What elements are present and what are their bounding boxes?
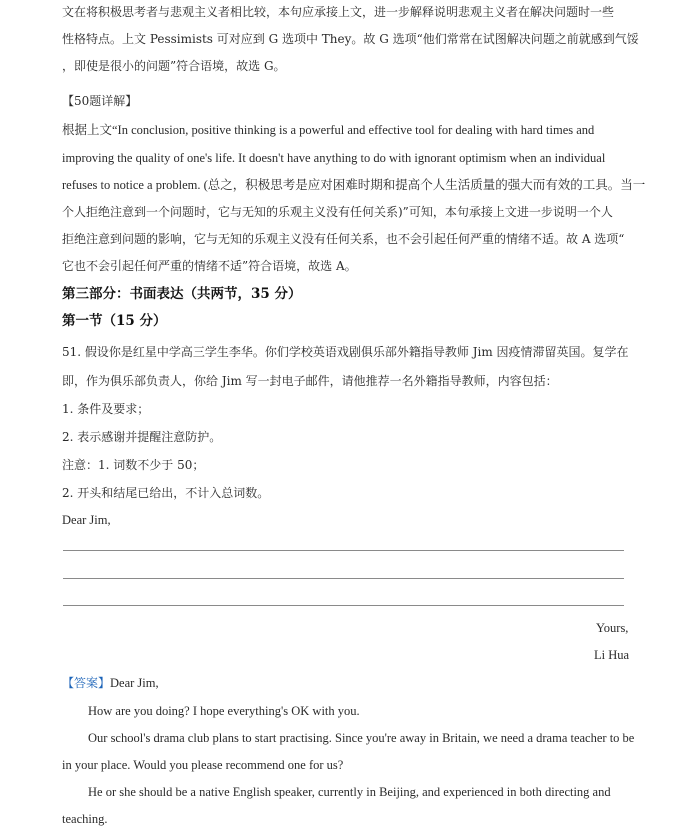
text-line: 它也不会引起任何严重的情绪不适”符合语境，故选 A。 <box>62 259 357 273</box>
question-text: 51. 假设你是红星中学高三学生李华。你们学校英语戏剧俱乐部外籍指导教师 Jim 因疫情滞留英国。复学在 <box>62 345 629 359</box>
text-line: 文在将积极思考者与悲观主义者相比较，本句应承接上文，进一步解释说明悲观主义者在解决问题时一些 <box>62 5 615 19</box>
subsection-heading: 第一节（15 分） <box>62 313 167 329</box>
text-line: improving the quality of one's life. It doesn't have anything to do with ignorant optimism when an individual <box>62 151 606 165</box>
section-heading: 第三部分：书面表达（共两节，35 分） <box>62 286 302 302</box>
question-text: 注意：1. 词数不少于 50； <box>62 458 205 472</box>
answer-text: Our school's drama club plans to start practising. Since you're away in Britain, we need a drama teacher to be <box>88 731 635 745</box>
letter-signature: Li Hua <box>594 648 630 662</box>
question-text: 2. 表示感谢并提醒注意防护。 <box>62 430 222 444</box>
text-line: ，即使是很小的问题”符合语境，故选 G。 <box>62 59 286 73</box>
question-text: 即，作为俱乐部负责人，你给 Jim 写一封电子邮件，请他推荐一名外籍指导教师，内容包括： <box>62 374 558 388</box>
answer-text: How are you doing? I hope everything's OK with you. <box>88 704 360 718</box>
q50-header: 【50题详解】 <box>62 94 138 108</box>
answer-line <box>62 675 159 691</box>
letter-closing: Yours, <box>596 621 629 635</box>
text-line: refuses to notice a problem. (总之，积极思考是应对困难时期和提高个人生活质量的强大而有效的工具。当一 <box>62 178 646 192</box>
answer-text: teaching. <box>62 812 108 826</box>
writing-line <box>63 605 624 606</box>
answer-greeting: Dear Jim, <box>110 676 159 690</box>
answer-tag: 【答案】 <box>62 676 111 690</box>
text-line: 根据上文“In conclusion, positive thinking is a powerful and effective tool for dealing with hard times and <box>62 123 595 137</box>
question-text: 1. 条件及要求； <box>62 402 150 416</box>
writing-line <box>63 550 624 551</box>
question-text: 2. 开头和结尾已给出，不计入总词数。 <box>62 486 270 500</box>
letter-greeting: Dear Jim, <box>62 513 111 527</box>
text-line: 拒绝注意到问题的影响，它与无知的乐观主义没有任何关系，也不会引起任何严重的情绪不适。故 A 选项“ <box>62 232 625 246</box>
writing-line <box>63 578 624 579</box>
answer-text: in your place. Would you please recommend one for us? <box>62 758 344 772</box>
answer-text: He or she should be a native English speaker, currently in Beijing, and experienced in both directing and <box>88 785 611 799</box>
text-line: 个人拒绝注意到一个问题时，它与无知的乐观主义没有任何关系)”可知，本句承接上文进一步说明一个人 <box>62 205 613 219</box>
text-line: 性格特点。上文 Pessimists 可对应到 G 选项中 They。故 G 选项“他们常常在试图解决问题之前就感到气馁 <box>62 32 639 46</box>
